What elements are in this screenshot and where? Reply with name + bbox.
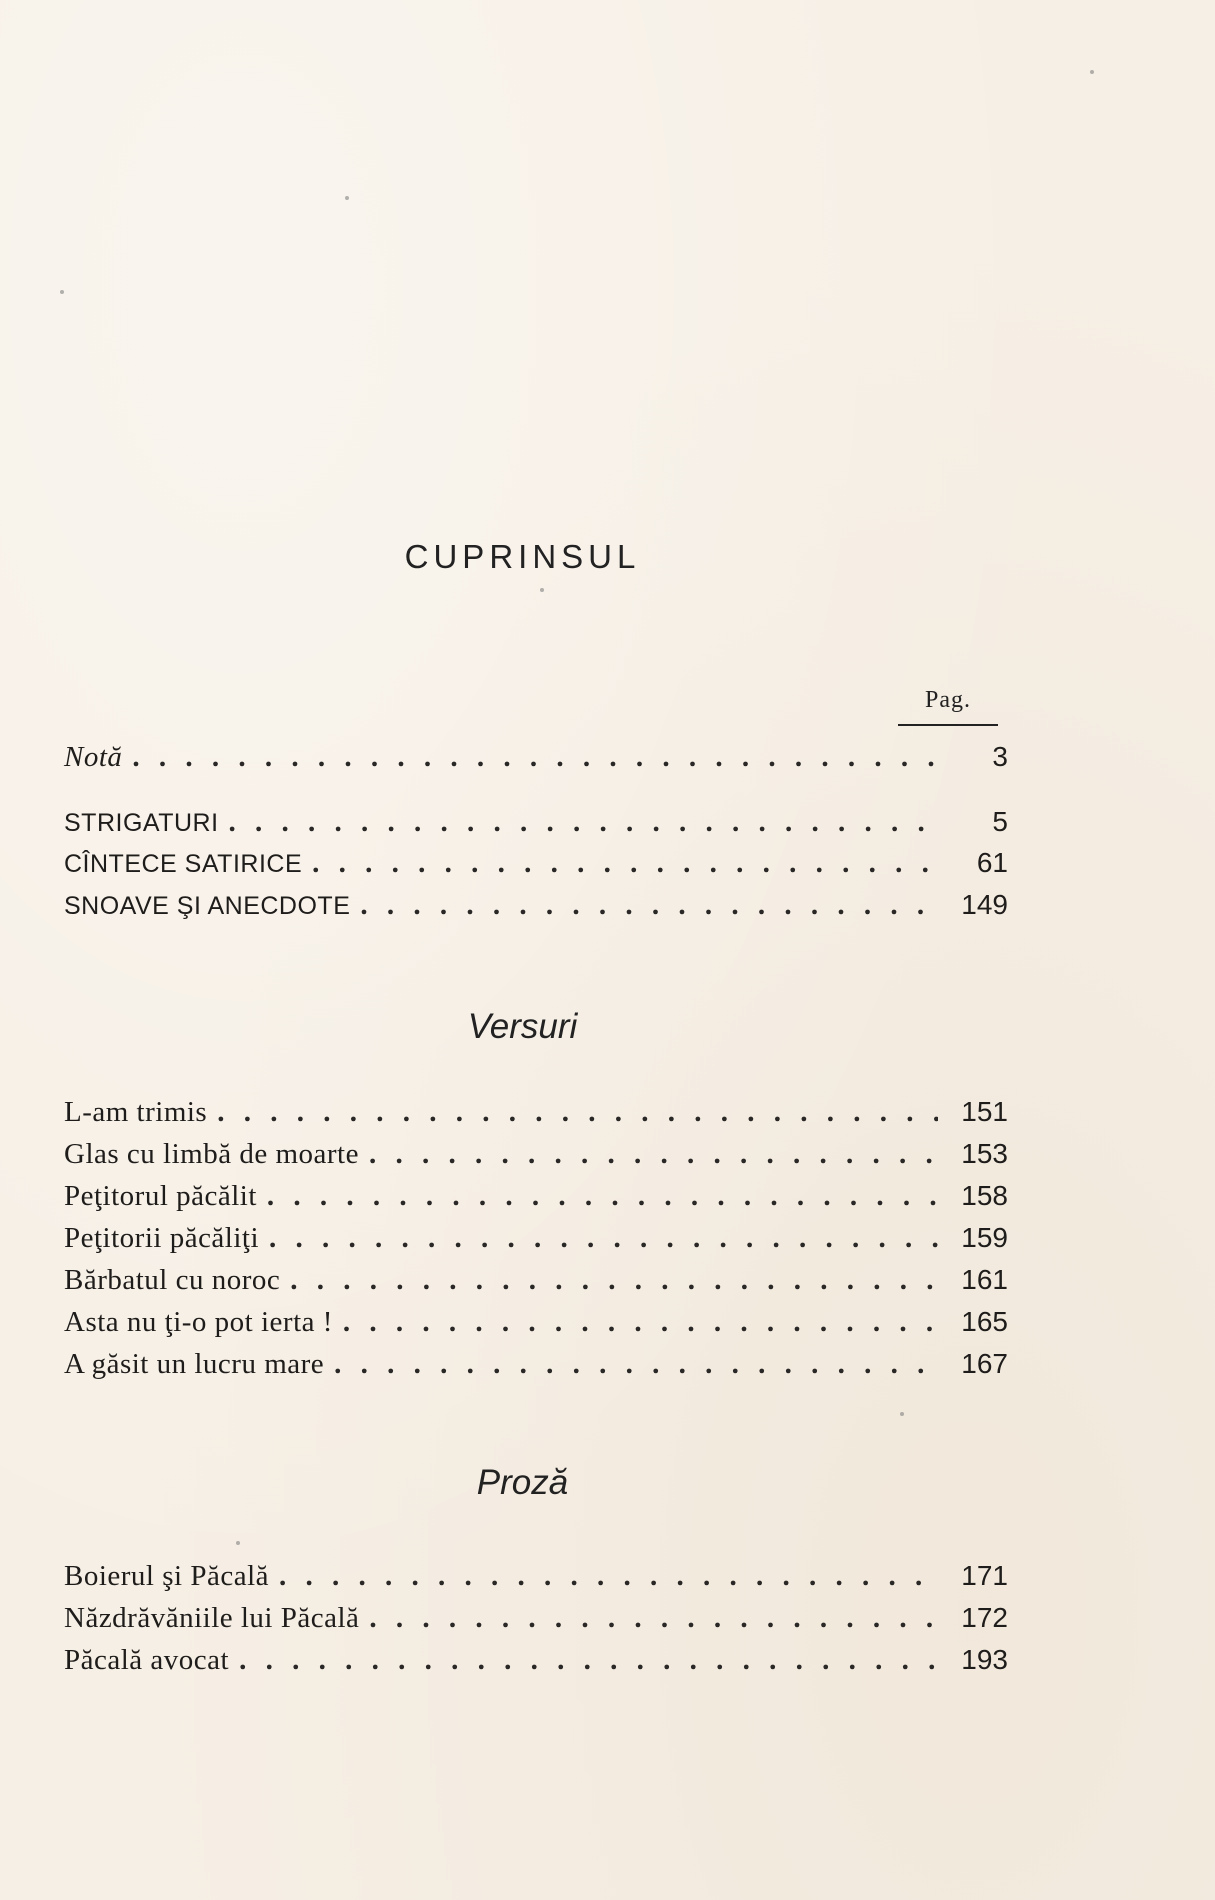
paper-speck [60, 290, 64, 294]
toc-entry-page: 159 [961, 1222, 1008, 1253]
toc-entry-strigaturi[interactable] [64, 802, 1008, 842]
dot-leader [312, 843, 938, 883]
dot-leader [269, 1218, 938, 1258]
toc-entry-page: 161 [961, 1264, 1008, 1295]
toc-entry-page: 151 [961, 1096, 1008, 1127]
toc-entry-label: Păcală avocat [64, 1644, 230, 1676]
toc-entry-label: Notă [64, 741, 123, 773]
toc-entry-page: 158 [961, 1180, 1008, 1211]
toc-entry-label: Peţitorii păcăliţi [64, 1222, 260, 1254]
toc-entry-label: STRIGATURI [64, 809, 219, 837]
dot-leader [132, 737, 938, 777]
toc-entry-page: 167 [961, 1348, 1008, 1379]
toc-entry[interactable] [64, 1302, 1008, 1342]
dot-leader [369, 1134, 938, 1174]
paper-speck [345, 196, 349, 200]
toc-entry[interactable] [64, 1092, 1008, 1132]
toc-entry-label: Năzdrăvăniile lui Păcală [64, 1602, 360, 1634]
toc-entry-nota[interactable] [64, 737, 1008, 777]
toc-entry-label: Asta nu ţi-o pot ierta ! [64, 1306, 333, 1338]
section-heading-proza: Proză [476, 1463, 569, 1502]
toc-entry-label: CÎNTECE SATIRICE [64, 850, 303, 878]
toc-entry[interactable] [64, 1218, 1008, 1258]
toc-entry-label: A găsit un lucru mare [64, 1348, 325, 1380]
toc-entry-snoave[interactable] [64, 885, 1008, 925]
toc-entry-page: 149 [961, 889, 1008, 920]
toc-entry[interactable] [64, 1598, 1008, 1638]
toc-entry-label: Bărbatul cu noroc [64, 1264, 281, 1296]
toc-entry-label: Peţitorul păcălit [64, 1180, 257, 1212]
toc-entry-page: 5 [992, 806, 1008, 837]
dot-leader [267, 1176, 938, 1216]
paper-speck [540, 588, 544, 592]
toc-entry-label: Boierul şi Păcală [64, 1560, 270, 1592]
toc-entry[interactable] [64, 1134, 1008, 1174]
page-column-rule [898, 724, 998, 726]
section-heading-versuri: Versuri [467, 1007, 578, 1046]
toc-entry-label: Glas cu limbă de moarte [64, 1138, 359, 1170]
dot-leader [343, 1302, 938, 1342]
toc-entry[interactable] [64, 1556, 1008, 1596]
toc-entry-page: 3 [992, 741, 1008, 772]
toc-entry-label: L-am trimis [64, 1096, 208, 1128]
page-column-label: Pag. [925, 687, 971, 713]
paper-speck [236, 1541, 240, 1545]
toc-entry-page: 61 [976, 847, 1008, 878]
dot-leader [334, 1344, 938, 1384]
toc-entry[interactable] [64, 1176, 1008, 1216]
contents-title: CUPRINSUL [404, 538, 641, 575]
dot-leader [217, 1092, 938, 1132]
toc-entry-page: 193 [961, 1644, 1008, 1675]
toc-entry[interactable] [64, 1344, 1008, 1384]
dot-leader [290, 1260, 938, 1300]
dot-leader [239, 1640, 938, 1680]
dot-leader [229, 802, 938, 842]
toc-entry[interactable] [64, 1260, 1008, 1300]
dot-leader [369, 1598, 938, 1638]
toc-entry-page: 165 [961, 1306, 1008, 1337]
dot-leader [360, 885, 938, 925]
toc-entry-page: 171 [961, 1560, 1008, 1591]
toc-entry-page: 172 [961, 1602, 1008, 1633]
toc-entry-label: SNOAVE ŞI ANECDOTE [64, 892, 351, 920]
toc-entry-cintece-satirice[interactable] [64, 843, 1008, 883]
paper-speck [1090, 70, 1094, 74]
toc-entry[interactable] [64, 1640, 1008, 1680]
dot-leader [279, 1556, 938, 1596]
toc-entry-page: 153 [961, 1138, 1008, 1169]
paper-speck [900, 1412, 904, 1416]
